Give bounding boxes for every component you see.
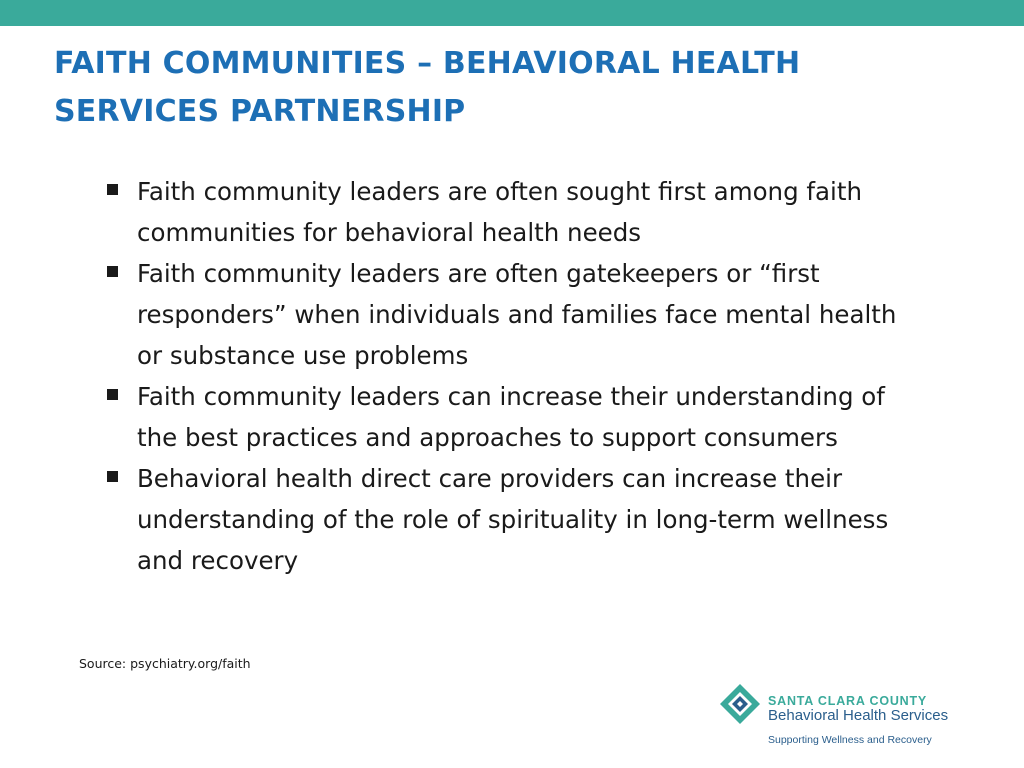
bullet-text-line: Faith community leaders can increase their understanding of bbox=[137, 382, 885, 411]
bullet-text-line: understanding of the role of spirituality in long-term wellness bbox=[137, 505, 889, 534]
bullet-text-line: Behavioral health direct care providers can increase their bbox=[137, 464, 843, 493]
slide-title-line-2: SERVICES PARTNERSHIP bbox=[54, 94, 466, 129]
bullet-item bbox=[105, 458, 985, 581]
diamond-chevron-logo-icon bbox=[718, 682, 762, 726]
bullet-text-line: Faith community leaders are often gatekeepers or “first bbox=[137, 259, 820, 288]
logo-org-name: SANTA CLARA COUNTY bbox=[768, 694, 928, 708]
bullet-item bbox=[105, 171, 985, 253]
top-accent-bar bbox=[0, 0, 1024, 26]
square-bullet-icon bbox=[107, 184, 118, 195]
bullet-text-line: the best practices and approaches to support consumers bbox=[137, 423, 838, 452]
slide-title-line-1: FAITH COMMUNITIES – BEHAVIORAL HEALTH bbox=[54, 46, 801, 81]
bullet-text-line: communities for behavioral health needs bbox=[137, 218, 642, 247]
square-bullet-icon bbox=[107, 471, 118, 482]
bullet-text-line: Faith community leaders are often sought first among faith bbox=[137, 177, 862, 206]
square-bullet-icon bbox=[107, 389, 118, 400]
logo-tagline: Supporting Wellness and Recovery bbox=[768, 734, 932, 746]
bullet-text-line: responders” when individuals and families face mental health bbox=[137, 300, 897, 329]
square-bullet-icon bbox=[107, 266, 118, 277]
bullet-item bbox=[105, 376, 985, 458]
logo-dept-name: Behavioral Health Services bbox=[768, 707, 949, 724]
county-logo bbox=[718, 682, 998, 752]
bullet-item bbox=[105, 253, 985, 376]
bullet-text-line: or substance use problems bbox=[137, 341, 469, 370]
slide-title bbox=[54, 40, 954, 136]
bullet-list bbox=[105, 171, 985, 581]
bullet-text-line: and recovery bbox=[137, 546, 299, 575]
source-citation: Source: psychiatry.org/faith bbox=[79, 656, 251, 671]
